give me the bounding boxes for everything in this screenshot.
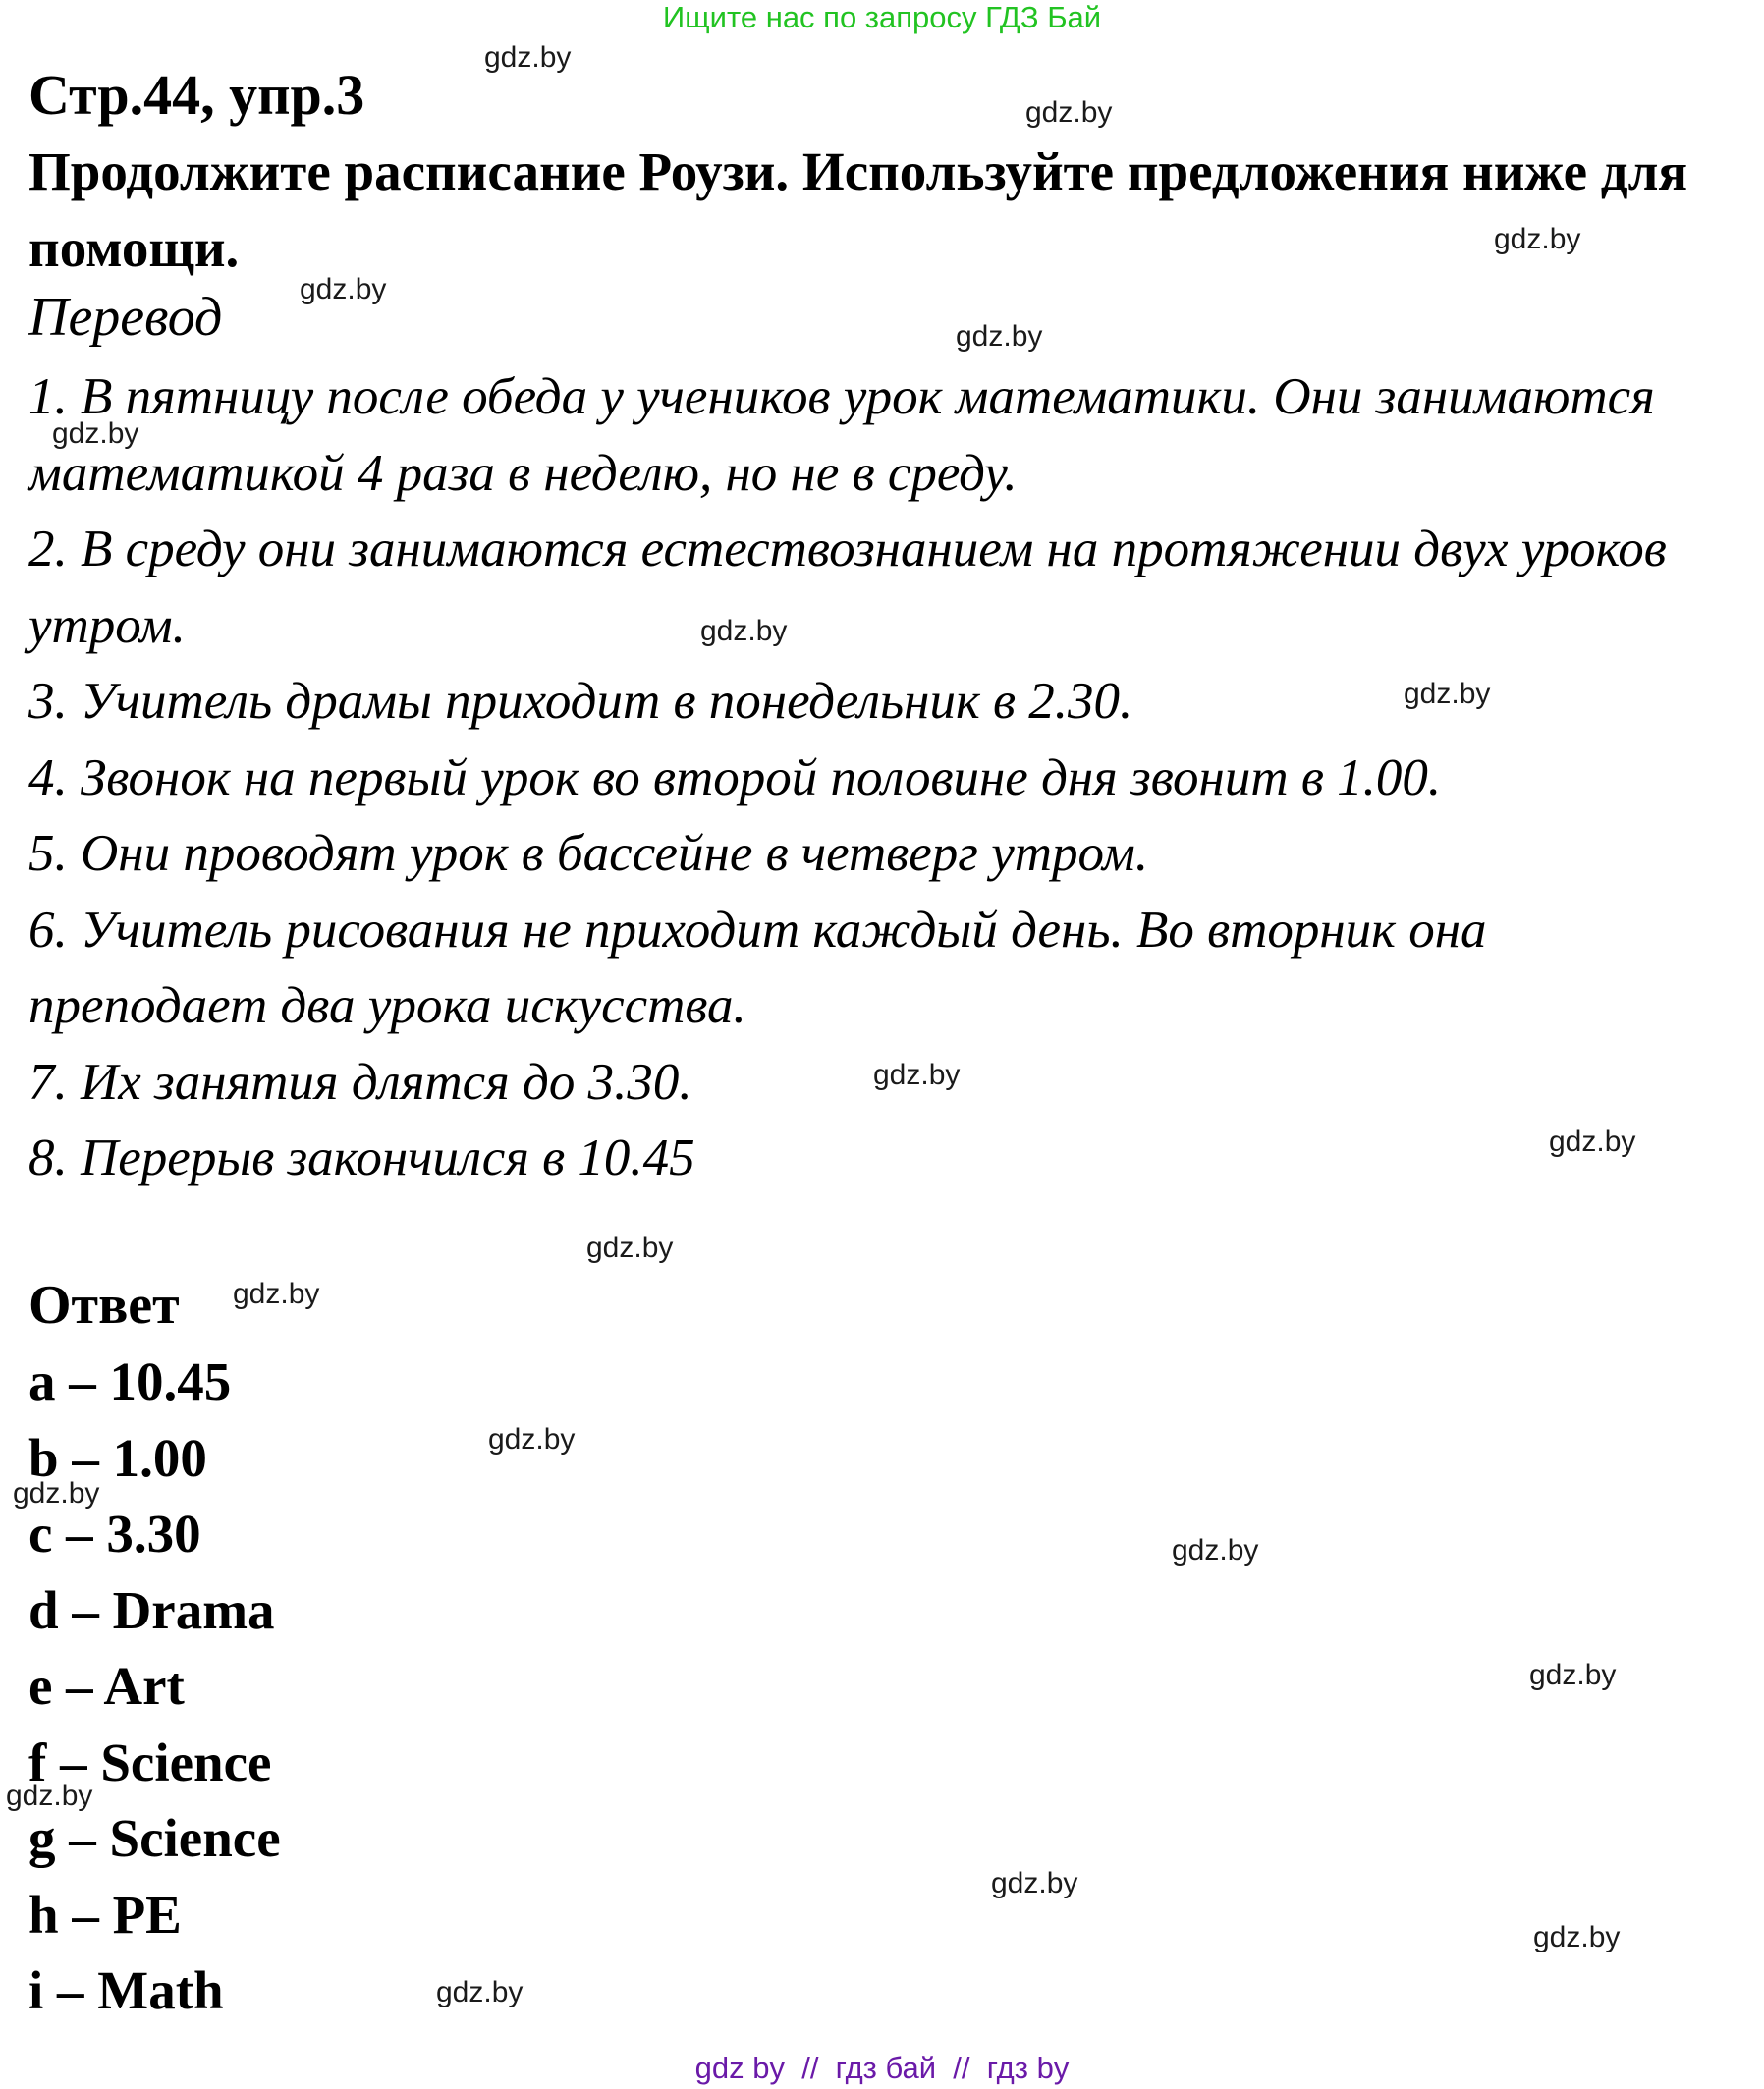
answer-item: c – 3.30 [28, 1504, 201, 1564]
watermark: gdz.by [488, 1423, 576, 1456]
answer-item: b – 1.00 [28, 1427, 207, 1488]
watermark: gdz.by [484, 41, 572, 74]
watermark: gdz.by [1404, 678, 1491, 710]
watermark: gdz.by [436, 1976, 524, 2008]
watermark: gdz.by [700, 615, 788, 647]
answer-list [28, 1344, 281, 2029]
answer-item: f – Science [28, 1732, 272, 1792]
answer-label: Ответ [28, 1275, 180, 1336]
translation-item: 8. Перерыв закончился в 10.45 [28, 1129, 695, 1186]
answer-item: h – PE [28, 1884, 182, 1945]
task-text: Продолжите расписание Роузи. Используйте предложения ниже для помощи. [28, 141, 1688, 278]
translation-item: 6. Учитель рисования не приходит каждый день. Во вторник она преподает два урока искусства. [28, 901, 1487, 1034]
translation-item: 1. В пятницу после обеда у учеников урок математики. Они занимаются математикой 4 раза в неделю, но не в среду. [28, 368, 1655, 502]
watermark: gdz.by [873, 1059, 961, 1091]
watermark: gdz.by [991, 1867, 1078, 1899]
top-banner: Ищите нас по запросу ГДЗ Бай [662, 0, 1102, 34]
answer-item: g – Science [28, 1808, 281, 1868]
watermark: gdz.by [1025, 96, 1113, 129]
translation-item: 2. В среду они занимаются естествознанием на протяжении двух уроков утром. [28, 521, 1667, 654]
answer-item: a – 10.45 [28, 1351, 232, 1411]
translation-item: 3. Учитель драмы приходит в понедельник в 2.30. [28, 673, 1133, 730]
watermark: gdz.by [586, 1232, 674, 1264]
watermark: gdz.by [13, 1477, 100, 1510]
page-title: Стр.44, упр.3 [28, 63, 365, 127]
watermark: gdz.by [6, 1780, 93, 1812]
translation-item: 7. Их занятия длятся до 3.30. [28, 1053, 692, 1111]
watermark: gdz.by [1549, 1126, 1636, 1158]
watermark: gdz.by [1494, 223, 1581, 255]
watermark: gdz.by [52, 417, 139, 450]
answer-item: e – Art [28, 1656, 185, 1716]
watermark: gdz.by [1533, 1921, 1621, 1953]
footer-links: gdz by // гдз бай // гдз by [694, 2051, 1070, 2085]
answer-item: d – Drama [28, 1579, 275, 1640]
translation-item: 5. Они проводят урок в бассейне в четверг утром. [28, 825, 1149, 882]
answer-item: i – Math [28, 1960, 224, 2020]
translation-item: 4. Звонок на первый урок во второй половине дня звонит в 1.00. [28, 748, 1442, 806]
watermark: gdz.by [1172, 1534, 1259, 1567]
watermark: gdz.by [1529, 1659, 1617, 1691]
watermark: gdz.by [956, 320, 1043, 353]
watermark: gdz.by [233, 1278, 320, 1310]
watermark: gdz.by [300, 273, 387, 305]
translation-label: Перевод [28, 287, 223, 348]
